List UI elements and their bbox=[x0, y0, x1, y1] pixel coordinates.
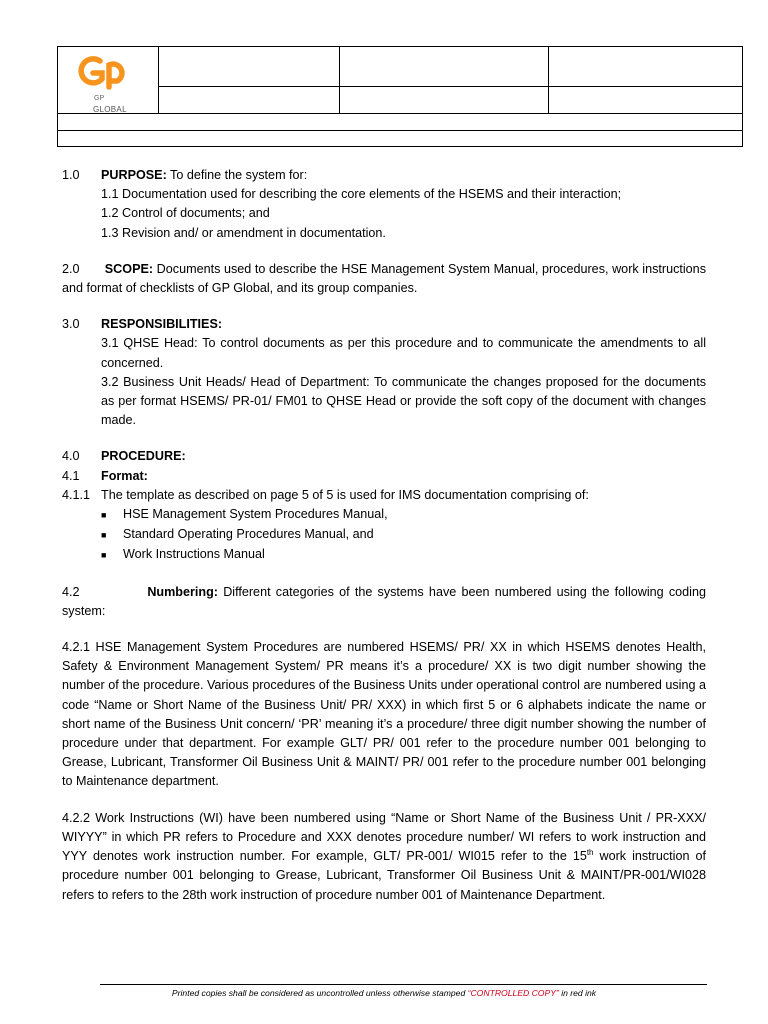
section-number: 2.0 bbox=[62, 261, 80, 276]
section-number: 3.0 bbox=[62, 317, 80, 332]
list-item: ■ Standard Operating Procedures Manual, and bbox=[101, 527, 374, 542]
responsibility-item: 3.1 QHSE Head: To control documents as per this procedure and to communicate the amendments to all concerned. bbox=[101, 336, 706, 370]
document-header-table bbox=[57, 46, 743, 147]
superscript: th bbox=[586, 847, 594, 857]
subsection-format bbox=[62, 467, 706, 486]
scope-text: Documents used to describe the HSE Management System Manual, procedures, work instructions and format of checklists of GP Global, and its group companies. bbox=[62, 261, 706, 296]
gp-logo-mark-icon bbox=[78, 53, 134, 93]
list-item: ■ Work Instructions Manual bbox=[101, 547, 265, 562]
section-intro: To define the system for: bbox=[166, 168, 308, 182]
paragraph-number: 4.1.1 bbox=[62, 487, 91, 502]
logo-sub: GLOBAL bbox=[93, 105, 127, 114]
logo-brand: GP bbox=[94, 95, 105, 102]
subsection-numbering bbox=[62, 583, 706, 621]
paragraph-4-2-2: 4.2.2 Work Instructions (WI) have been numbered using “Name or Short Name of the Business Unit / PR-XXX/ WIYYY” in which PR refers to Procedure and XXX denotes procedure number/ WI refers to work instruction and YYY denotes work instruction number. For example, GLT/ PR-001/ WI015 refer to the 15th work instruction of procedure number 001 belonging to Grease, Lubricant, Transformer Oil Business Unit & MAINT/PR-001/WI028 refers to refers to the 28th work instruction of procedure number 001 of Maintenance Department. bbox=[62, 810, 706, 902]
subsection-heading: Numbering: bbox=[147, 584, 218, 599]
section-responsibilities bbox=[62, 315, 706, 334]
section-number: 1.0 bbox=[62, 168, 80, 182]
paragraph-4-2-1: 4.2.1 HSE Management System Procedures are numbered HSEMS/ PR/ XX in which HSEMS denotes Health, Safety & Environment Management System/ PR means it’s a procedure/ XX is two digit number showing the number of the procedure. Various procedures of the Business Units under operational control are numbered using a code “Name or Short Name of the Business Unit/ PR/ XXX) in which first 5 or 6 alphabets indicate the name or short name of the Business Unit concern/ ‘PR’ meaning it’s a procedure/ three digit number showing the number of procedure under that department. For example GLT/ PR/ 001 refer to the procedure number 001 belonging to Grease, Lubricant, Transformer Oil Business Unit & MAINT/ PR/ 001 refer to the procedure number 001 belonging to Maintenance department. bbox=[62, 640, 706, 789]
list-item: ■ HSE Management System Procedures Manual, bbox=[101, 507, 388, 522]
responsibility-item: 3.2 Business Unit Heads/ Head of Department: To communicate the changes proposed for the documents as per format HSEMS/ PR-01/ FM01 to QHSE Head or provide the soft copy of the document with changes made. bbox=[101, 374, 706, 428]
paragraph-4-1-1 bbox=[62, 486, 706, 505]
gp-global-logo bbox=[78, 53, 138, 115]
section-purpose bbox=[62, 166, 706, 185]
footer-divider bbox=[100, 984, 707, 985]
subsection-heading: Format: bbox=[101, 468, 148, 483]
section-heading: PURPOSE: bbox=[101, 168, 167, 182]
subsection-text: Different categories of the systems have been numbered using the following coding system: bbox=[62, 584, 706, 618]
subsection-number: 4.2 bbox=[62, 584, 80, 599]
section-heading: PROCEDURE: bbox=[101, 449, 186, 464]
section-scope bbox=[62, 260, 706, 298]
controlled-copy-label: “CONTROLLED COPY” bbox=[467, 988, 559, 998]
subsection-number: 4.1 bbox=[62, 468, 80, 483]
manual-list bbox=[101, 505, 706, 566]
section-heading: RESPONSIBILITIES: bbox=[101, 317, 223, 332]
footer-note: Printed copies shall be considered as uncontrolled unless otherwise stamped “CONTROLLED COPY” in red ink bbox=[171, 988, 597, 998]
section-procedure bbox=[62, 447, 706, 466]
purpose-item: 1.2 Control of documents; and bbox=[101, 206, 270, 221]
paragraph-text: The template as described on page 5 of 5 is used for IMS documentation comprising of: bbox=[101, 487, 589, 502]
purpose-item: 1.3 Revision and/ or amendment in documentation. bbox=[101, 225, 386, 240]
section-heading: SCOPE: bbox=[104, 261, 154, 276]
purpose-item: 1.1 Documentation used for describing the core elements of the HSEMS and their interaction; bbox=[101, 187, 622, 202]
section-number: 4.0 bbox=[62, 449, 80, 464]
document-body bbox=[62, 166, 706, 905]
